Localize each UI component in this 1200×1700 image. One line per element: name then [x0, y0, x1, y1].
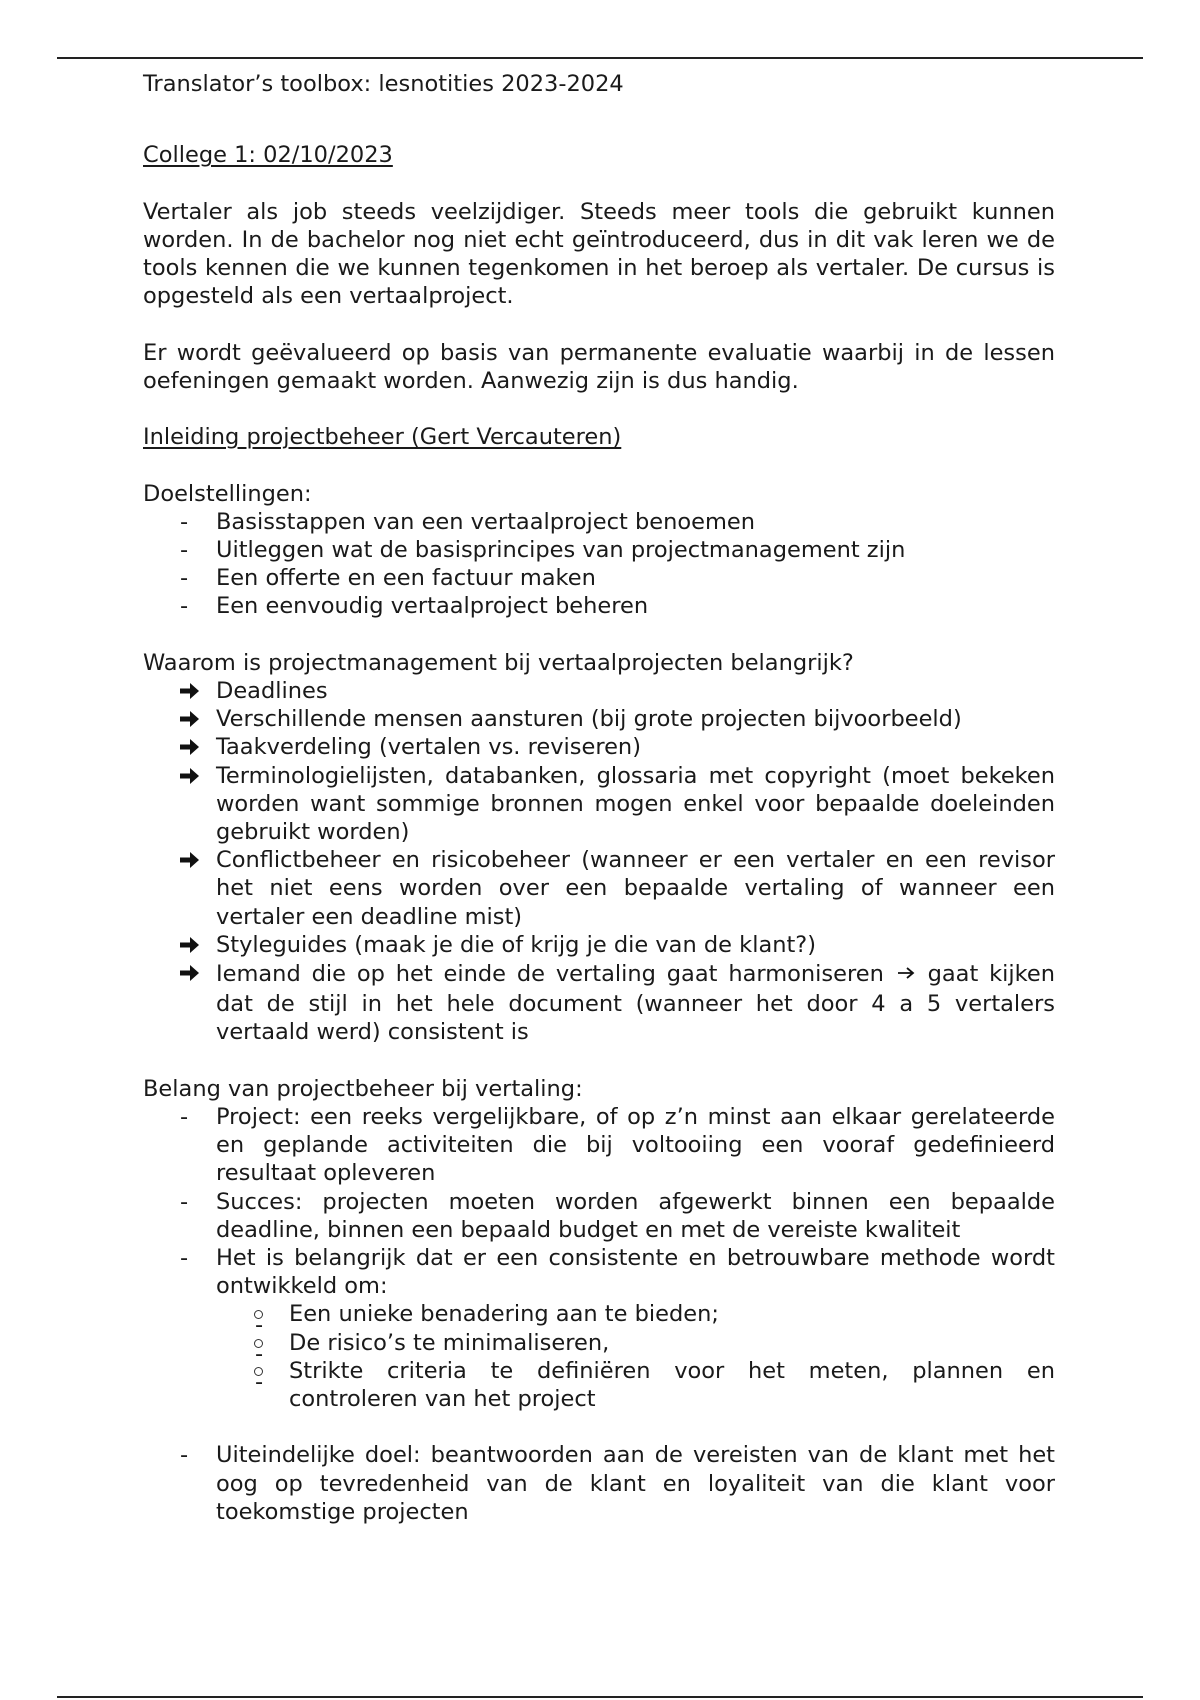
college-heading: College 1: 02/10/2023: [143, 142, 393, 169]
intro-paragraph: Vertaler als job steeds veelzijdiger. Steeds meer tools die gebruikt kunnen worden. In de bachelor nog niet echt geïntroduceerd, dus in dit vak leren we de tools kennen die we kunnen tegenkomen in het beroep als vertaler. De cursus is opgesteld als een vertaalproject.: [143, 198, 1055, 310]
list-item: Deadlines: [143, 677, 1055, 705]
list-item: - Succes: projecten moeten worden afgewerkt binnen een bepaalde deadline, binnen een bepaald budget en met de vereiste kwaliteit: [143, 1188, 1055, 1244]
list-item: Terminologielijsten, databanken, glossaria met copyright (moet bekeken worden want sommige bronnen mogen enkel voor bepaalde doeleinden gebruikt worden): [143, 762, 1055, 847]
arrow-bullet-icon: [180, 851, 210, 869]
circle-bullet-icon: [254, 1310, 263, 1319]
reasons-list: [143, 677, 1055, 1047]
list-item: - Basisstappen van een vertaalproject benoemen: [143, 508, 1055, 536]
list-item: - Uiteindelijke doel: beantwoorden aan de vereisten van de klant met het oog op tevredenheid van de klant en loyaliteit van die klant voor toekomstige projecten: [143, 1441, 1055, 1526]
objectives-list: [143, 508, 1055, 621]
document-title: Translator’s toolbox: lesnotities 2023-2024: [143, 71, 624, 97]
circle-bullet-icon: [254, 1339, 263, 1348]
top-rule: [57, 57, 1143, 59]
arrow-bullet-icon: [180, 682, 210, 700]
why-question: Waarom is projectmanagement bij vertaalprojecten belangrijk?: [143, 649, 854, 676]
list-item: Verschillende mensen aansturen (bij grote projecten bijvoorbeeld): [143, 705, 1055, 733]
bottom-rule: [57, 1696, 1143, 1698]
evaluation-paragraph: Er wordt geëvalueerd op basis van permanente evaluatie waarbij in de lessen oefeningen gemaakt worden. Aanwezig zijn is dus handig.: [143, 339, 1055, 394]
right-arrow-icon: [897, 959, 915, 987]
arrow-bullet-icon: [180, 936, 210, 954]
sub-list-item: - Strikte criteria te definiëren voor het meten, plannen en controleren van het project: [216, 1357, 1055, 1413]
list-item: Conflictbeheer en risicobeheer (wanneer er een vertaler en een revisor het niet eens worden over een bepaalde vertaling of wanneer een vertaler een deadline mist): [143, 846, 1055, 931]
list-item: - Project: een reeks vergelijkbare, of op z’n minst aan elkaar gerelateerde en geplande activiteiten die bij voltooiing een vooraf gedefinieerd resultaat opleveren: [143, 1103, 1055, 1188]
list-item: Taakverdeling (vertalen vs. reviseren): [143, 733, 1055, 761]
list-item: Iemand die op het einde de vertaling gaat harmoniseren gaat kijken dat de stijl in het hele document (wanneer het door 4 a 5 vertalers vertaald werd) consistent is: [143, 959, 1055, 1047]
document-page: [143, 70, 1055, 1526]
section-heading: Inleiding projectbeheer (Gert Vercauteren): [143, 424, 622, 451]
list-item: - Een eenvoudig vertaalproject beheren: [143, 592, 1055, 620]
arrow-bullet-icon: [180, 738, 210, 756]
arrow-bullet-icon: [180, 964, 210, 982]
arrow-bullet-icon: [180, 767, 210, 785]
list-item: - Het is belangrijk dat er een consistente en betrouwbare methode wordt ontwikkeld om: - Een unieke benadering aan te bieden; - De risico’s te minimaliseren, - Strikte criteria te definiëren voor het meten, plannen en controleren van het project: [143, 1244, 1055, 1413]
list-item: - Een offerte en een factuur maken: [143, 564, 1055, 592]
list-item: - Uitleggen wat de basisprincipes van projectmanagement zijn: [143, 536, 1055, 564]
objectives-label: Doelstellingen:: [143, 480, 312, 507]
arrow-bullet-icon: [180, 710, 210, 728]
circle-bullet-icon: [254, 1367, 263, 1376]
importance-list: [143, 1103, 1055, 1413]
method-sublist: [216, 1300, 1055, 1413]
sub-list-item: - Een unieke benadering aan te bieden;: [216, 1300, 1055, 1328]
sub-list-item: - De risico’s te minimaliseren,: [216, 1329, 1055, 1357]
importance-label: Belang van projectbeheer bij vertaling:: [143, 1075, 583, 1102]
final-goal-list: [143, 1441, 1055, 1526]
list-item: Styleguides (maak je die of krijg je die van de klant?): [143, 931, 1055, 959]
